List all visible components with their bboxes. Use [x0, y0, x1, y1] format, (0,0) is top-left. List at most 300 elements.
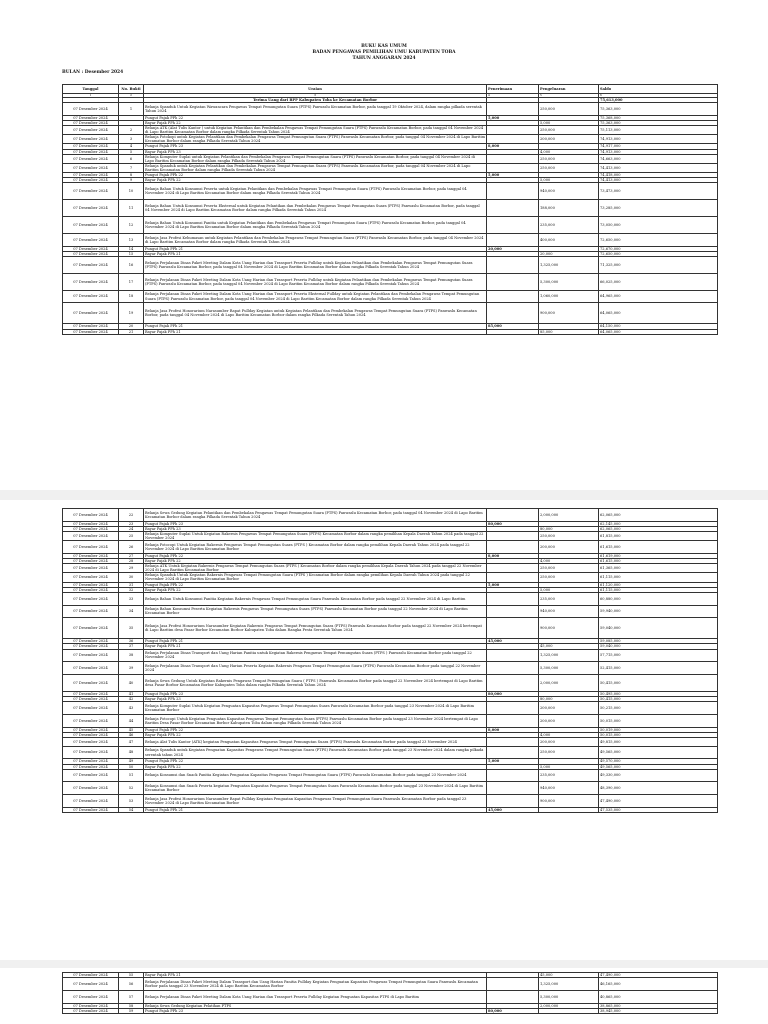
- row-receipt-no: 49: [119, 759, 144, 764]
- row-description: Belanja Alat Tulis Kantor (ATK) kegiatan Penguatan Kapasitas Pengawas Tempat Pemungutan Suara (PTPS) Panwaslu Kecamatan Borbor pada tanggal 23 November 2024: [144, 737, 487, 746]
- row-saldo: 74,913,000: [599, 149, 718, 154]
- row-receipt-no: 58: [119, 1003, 144, 1008]
- row-receipt-no: 41: [119, 691, 144, 696]
- ledger-body-page-1: [63, 103, 718, 335]
- row-pengeluaran: 250,000: [539, 126, 599, 135]
- row-description: Belanja Jasa Profesi Honorarium Narasumber Kegiatan Rakernis Pengawas Tempat Pemungutan Suara (PTPS) Panwaslu Kecamatan Borbor pada tanggal 22 November 2024 bertempat di Lapo Baritim desa Pasar Borbor Kecamatan Borbor Kabupaten Toba dalam Rangka Pesta Serentak Tahun 2024: [144, 618, 487, 639]
- ledger-row: [63, 200, 718, 217]
- row-receipt-no: 7: [119, 163, 144, 172]
- row-pengeluaran: 2,000,000: [539, 509, 599, 522]
- row-pengeluaran: 4,000: [539, 732, 599, 737]
- row-receipt-no: 27: [119, 553, 144, 558]
- row-description: Belanja Konsumsi dan Snack Panitia Kegiatan Penguatan Kapasitas Pengawas Tempat Pemungutan Suara (PTPS) Panwaslu Kecamatan Borbor pada tanggal 23 November 2024: [144, 769, 487, 782]
- row-penerimaan: 5,000: [487, 582, 539, 587]
- row-date: 07 Desember 2024: [63, 200, 119, 217]
- row-pengeluaran: 2,000,000: [539, 675, 599, 692]
- ledger-row: [63, 978, 718, 991]
- row-date: 07 Desember 2024: [63, 173, 119, 178]
- ledger-row: [63, 573, 718, 582]
- col-number: 5: [539, 94, 599, 98]
- row-saldo: 52,415,000: [599, 662, 718, 675]
- row-description: Bayar Pajak PPh 21: [144, 973, 487, 978]
- row-date: 07 Desember 2024: [63, 605, 119, 618]
- row-description: Belanja Jasa Profesi Honorarium Narasumber Rapat Fullday Kegiatan Penguatan Kapasitas Pengawas Tempat Pemungutan Suara Panwaslu Kecamatan Borbor pada tanggal 23 November 2024 di Lapo Baritim Kecamatan Borbor: [144, 795, 487, 808]
- col-header-uraian: Uraian: [144, 85, 487, 94]
- row-penerimaan: [487, 256, 539, 273]
- ledger-header-row: [63, 85, 718, 94]
- row-pengeluaran: 940,000: [539, 183, 599, 200]
- row-pengeluaran: 5,300,000: [539, 662, 599, 675]
- row-penerimaan: [487, 618, 539, 639]
- row-saldo: 49,565,000: [599, 746, 718, 759]
- row-description: Bayar Pajak PPh 22: [144, 587, 487, 592]
- row-date: 07 Desember 2024: [63, 808, 119, 813]
- row-saldo: 61,619,000: [599, 553, 718, 558]
- row-date: 07 Desember 2024: [63, 727, 119, 732]
- row-receipt-no: 52: [119, 782, 144, 795]
- row-penerimaan: [487, 978, 539, 991]
- ledger-row: [63, 737, 718, 746]
- row-date: 07 Desember 2024: [63, 273, 119, 290]
- row-date: 07 Desember 2024: [63, 303, 119, 324]
- row-penerimaan: [487, 531, 539, 540]
- row-date: 07 Desember 2024: [63, 553, 119, 558]
- row-saldo: 64,065,000: [599, 303, 718, 324]
- row-description: Pungut Pajak PPh 23: [144, 1008, 487, 1013]
- row-pengeluaran: 85,000: [539, 329, 599, 334]
- row-description: Belanja Perjalanan Dinas Paket Meeting Dalam Kota Uang Harian dan Transport Peserta Fullday untuk Kegiatan Pelantikan dan Pembekalan Pengawas Tempat Pemungutan Suara (PTPS) Panwaslu Kecamatan Borbor, pada tanggal 04 November 2024 di Lapo Baritim Kecamatan Borbor dalam rangka Pilkada Serentak Tahun 2024: [144, 256, 487, 273]
- row-date: 07 Desember 2024: [63, 737, 119, 746]
- row-date: 07 Desember 2024: [63, 795, 119, 808]
- row-receipt-no: 46: [119, 732, 144, 737]
- row-penerimaan: [487, 714, 539, 727]
- row-receipt-no: 18: [119, 290, 144, 303]
- row-penerimaan: [487, 216, 539, 233]
- row-saldo: 40,865,000: [599, 990, 718, 1003]
- row-receipt-no: 44: [119, 714, 144, 727]
- row-penerimaan: 45,000: [487, 808, 539, 813]
- row-description: Belanja Perjalanan Dinas Paket Meeting Dalam Kota Uang Harian dan Transport Peserta Fullday Kegiatan Penguatan Kapasitas PTPS di Lapo Baritim: [144, 990, 487, 1003]
- row-receipt-no: 1: [119, 103, 144, 116]
- row-penerimaan: [487, 573, 539, 582]
- row-description: Pungut Pajak PPh 21: [144, 639, 487, 644]
- row-saldo: 49,330,000: [599, 769, 718, 782]
- row-penerimaan: 20,000: [487, 246, 539, 251]
- col-header-pengeluaran: Pengeluaran: [539, 85, 599, 94]
- col-header-penerimaan: Penerimaan: [487, 85, 539, 94]
- ledger-row: [63, 618, 718, 639]
- row-receipt-no: 33: [119, 592, 144, 605]
- row-saldo: 59,040,000: [599, 618, 718, 639]
- row-date: 07 Desember 2024: [63, 764, 119, 769]
- ledger-row: [63, 183, 718, 200]
- row-pengeluaran: 400,000: [539, 233, 599, 246]
- row-saldo: 49,570,000: [599, 759, 718, 764]
- row-date: 07 Desember 2024: [63, 251, 119, 256]
- row-date: 07 Desember 2024: [63, 769, 119, 782]
- row-pengeluaran: 1,325,000: [539, 978, 599, 991]
- ledger-row: [63, 782, 718, 795]
- row-date: 07 Desember 2024: [63, 564, 119, 573]
- row-saldo: 60,880,000: [599, 592, 718, 605]
- row-saldo: 59,040,000: [599, 644, 718, 649]
- row-saldo: 47,490,000: [599, 973, 718, 978]
- row-saldo: 64,965,000: [599, 290, 718, 303]
- row-penerimaan: [487, 103, 539, 116]
- row-penerimaan: [487, 662, 539, 675]
- row-description: Belanja Sewa Gedung Kegiatan Pelantikan dan Pembekalan Pengawas Tempat Pemungutan Suara (PTPS) Panwaslu Kecamatan Borbor, pada tanggal 04 November 2024 di Lapo Baritim Kecamatan Borbor dalam rangka Pilkada Serentak Tahun 2024: [144, 509, 487, 522]
- ledger-body-page-2: [63, 509, 718, 813]
- row-description: Belanja Fotocopi Untuk Kegiatan Penguatan Kapasitas Pengawas Tempat Pemungutan Suara (PTPS) Panwaslu Kecamatan Borbor pada tanggal 23 November 2024 bertempat di Lapo Baritim Desa Pasar Borbor Kecamatan Borbor Kabupaten Toba dalam rangka Pilkada Serentak Tahun 2024: [144, 714, 487, 727]
- row-date: 07 Desember 2024: [63, 559, 119, 564]
- row-penerimaan: [487, 795, 539, 808]
- row-pengeluaran: 5,000: [539, 120, 599, 125]
- row-date: 07 Desember 2024: [63, 233, 119, 246]
- row-pengeluaran: 235,000: [539, 216, 599, 233]
- row-saldo: 61,115,000: [599, 587, 718, 592]
- ledger-row: [63, 103, 718, 116]
- row-penerimaan: [487, 154, 539, 163]
- row-saldo: 72,650,000: [599, 233, 718, 246]
- row-pengeluaran: 45,000: [539, 973, 599, 978]
- row-description: Belanja Bahan Untuk Konsumsi Panitia untuk Kegiatan Pelantikan dan Pembekalan Pengawas Tempat Pemungutan Suara (PTPS) Panwaslu Kecamatan Borbor, pada tanggal 04 November 2024 di Lapo Baritim Kecamatan Borbor dalam rangka Pilkada Serentak Tahun 2024: [144, 216, 487, 233]
- col-number: 2: [119, 94, 144, 98]
- row-description: Belanja Bahan Untuk Konsumsi Panitia Kegiatan Rakernis Pengawas Tempat Pemungutan Suara Panwaslu Kecamatan Borbor pada tanggal 22 November 2024 di Lapo Baritim: [144, 592, 487, 605]
- ledger-row: [63, 135, 718, 144]
- row-description: Pungut Pajak PPh 21: [144, 808, 487, 813]
- row-penerimaan: [487, 290, 539, 303]
- row-date: 07 Desember 2024: [63, 759, 119, 764]
- row-description: Belanja ATK Untuk Kegiatan Rakernis Pengawas Tempat Pemungutan Suara (PTPS ) Kecamatan Borbor dalam rangka pemilihan Kepala Daerah Tahun 2024 pada tanggal 22 November 2024 di Lapo Baritim Kecamatan Borbor: [144, 564, 487, 573]
- row-date: 07 Desember 2024: [63, 644, 119, 649]
- row-description: Pungut Pajak PPh 22: [144, 582, 487, 587]
- row-receipt-no: 53: [119, 795, 144, 808]
- doc-month: BULAN : Desember 2024: [62, 70, 124, 75]
- row-pengeluaran: 4,000: [539, 559, 599, 564]
- row-saldo: 66,025,000: [599, 273, 718, 290]
- row-date: 07 Desember 2024: [63, 103, 119, 116]
- row-pengeluaran: 4,000: [539, 149, 599, 154]
- ledger-row: [63, 273, 718, 290]
- row-description: Belanja Spanduk untuk Kegiatan Pelantikan dan Pembekalan Pengawas Tempat Pemungutan Suara (PTPS) Panwaslu Kecamatan Borbor, pada tanggal 04 November 2024 di Lapo Baritim Kecamatan Borbor dalam rangka Pilkada Serentak Tahun 2024: [144, 163, 487, 172]
- row-penerimaan: [487, 135, 539, 144]
- row-penerimaan: 45,000: [487, 639, 539, 644]
- row-description: Belanja Sewa Gedung Kegiatan Pelatihan PTPS: [144, 1003, 487, 1008]
- row-description: Belanja Jasa Profesi Honorarium Narasumber Rapat Fullday Kegiatan untuk Kegiatan Pelantikan dan Pembekalan Pengawas Tempat Pemungutan Suara (PTPS) Panwaslu Kecamatan Borbor, pada tanggal 04 November 2024 di Lapo Baritim Kecamatan Borbor dalam rangka Pilkada Serentak Tahun 2024: [144, 303, 487, 324]
- ledger-row: [63, 675, 718, 692]
- ledger-row: [63, 714, 718, 727]
- col-number: 4: [487, 94, 539, 98]
- ledger-row: [63, 256, 718, 273]
- row-receipt-no: 48: [119, 746, 144, 759]
- row-description: Belanja Perjalanan Dinas Paket Meeting Dalam Kota Uang Harian dan Transport Peserta Eksternal Fullday untuk Kegiatan Pelantikan dan Pembekalan Pengawas Tempat Pemungutan Suara (PTPS) Panwaslu Kecamatan Borbor, pada tanggal 04 November 2024 di Lapo Baritim Kecamatan Borbor dalam rangka Pilkada Serentak Tahun 2024: [144, 290, 487, 303]
- row-saldo: 75,363,000: [599, 120, 718, 125]
- row-description: Pungut Pajak PPh 21: [144, 246, 487, 251]
- row-date: 07 Desember 2024: [63, 1008, 119, 1013]
- row-receipt-no: 34: [119, 605, 144, 618]
- ledger-row: [63, 216, 718, 233]
- row-description: Belanja Fotocopi Untuk Kegiatan Rakernis Pengawas Tempat Pemungutan Suara (PTPS ) Kecamatan Borbor dalam rangka pemilihan Kepala Daerah Tahun 2024 pada tanggal 22 November 2024 di Lapo Baritim Kecamatan Borbor: [144, 541, 487, 554]
- row-receipt-no: 35: [119, 618, 144, 639]
- ledger-row: [63, 592, 718, 605]
- ledger-row: [63, 808, 718, 813]
- row-description: Bayar Pajak PPh 21: [144, 329, 487, 334]
- row-penerimaan: 8,000: [487, 727, 539, 732]
- row-date: 07 Desember 2024: [63, 154, 119, 163]
- row-date: 07 Desember 2024: [63, 126, 119, 135]
- ledger-row: [63, 126, 718, 135]
- row-penerimaan: [487, 782, 539, 795]
- row-date: 07 Desember 2024: [63, 509, 119, 522]
- ledger-body-page-3: [63, 973, 718, 1014]
- row-date: 07 Desember 2024: [63, 697, 119, 702]
- row-date: 07 Desember 2024: [63, 144, 119, 149]
- row-date: 07 Desember 2024: [63, 618, 119, 639]
- row-receipt-no: 23: [119, 521, 144, 526]
- row-saldo: 50,415,000: [599, 697, 718, 702]
- row-description: Pungut Pajak PPh 22: [144, 115, 487, 120]
- row-description: Belanja Komputer Suplai Untuk Kegiatan Rakernis Pengawas Tempat Pemungutan Suara (PTPS) Kecamatan Borbor dalam rangka pemilihan Kepala Daerah Tahun 2024 pada tanggal 22 November 2024: [144, 531, 487, 540]
- row-pengeluaran: 250,000: [539, 163, 599, 172]
- row-receipt-no: 5: [119, 149, 144, 154]
- row-pengeluaran: 250,000: [539, 531, 599, 540]
- row-penerimaan: [487, 605, 539, 618]
- row-pengeluaran: 5,000: [539, 587, 599, 592]
- row-receipt-no: 9: [119, 178, 144, 183]
- col-header-saldo: Saldo: [599, 85, 718, 94]
- row-receipt-no: 57: [119, 990, 144, 1003]
- ledger-row: [63, 541, 718, 554]
- row-saldo: 64,065,000: [599, 329, 718, 334]
- row-penerimaan: [487, 126, 539, 135]
- row-pengeluaran: 5,000: [539, 178, 599, 183]
- row-penerimaan: 80,000: [487, 1008, 539, 1013]
- row-pengeluaran: 250,000: [539, 573, 599, 582]
- row-date: 07 Desember 2024: [63, 691, 119, 696]
- row-date: 07 Desember 2024: [63, 702, 119, 715]
- row-description: Belanja Spanduk Untuk Kegiatan Wawancara Pengawas Tempat Pemungutan Suara (PTPS) Panwaslu Kecamatan Borbor, pada tanggal 19 Oktober 2024, dalam rangka pilkada serentak Tahun 2024: [144, 103, 487, 116]
- row-receipt-no: 55: [119, 973, 144, 978]
- ledger-row: [63, 290, 718, 303]
- row-receipt-no: 17: [119, 273, 144, 290]
- row-receipt-no: 10: [119, 183, 144, 200]
- row-description: Belanja Perjalanan Dinas Paket Meeting Dalam Transport dan Uang Harian Panitia Fullday Kegiatan Penguatan Kapasitas Pengawas Tempat Pemungutan Suara Panwaslu Kecamatan Borbor pada tanggal 23 November 2024 di Lapo Baritim Kecamatan Borbor: [144, 978, 487, 991]
- col-header-tanggal: Tanggal: [63, 85, 119, 94]
- row-pengeluaran: 250,000: [539, 154, 599, 163]
- row-pengeluaran: 1,325,000: [539, 256, 599, 273]
- document-page-1: [0, 0, 768, 490]
- row-date: 07 Desember 2024: [63, 163, 119, 172]
- ledger-row: [63, 662, 718, 675]
- opening-saldo: 75,613,000: [599, 98, 718, 103]
- row-penerimaan: [487, 509, 539, 522]
- row-saldo: 61,815,000: [599, 531, 718, 540]
- row-description: Pungut Pajak PPh 23: [144, 691, 487, 696]
- row-description: Bayar Pajak PPh 21: [144, 644, 487, 649]
- row-saldo: 74,413,000: [599, 163, 718, 172]
- row-saldo: 71,325,000: [599, 256, 718, 273]
- row-receipt-no: 42: [119, 697, 144, 702]
- row-receipt-no: 45: [119, 727, 144, 732]
- row-pengeluaran: 940,000: [539, 605, 599, 618]
- ledger-row: [63, 303, 718, 324]
- row-penerimaan: 85,000: [487, 324, 539, 329]
- row-pengeluaran: 80,000: [539, 697, 599, 702]
- col-header-no-bukti: No. Bukti: [119, 85, 144, 94]
- row-penerimaan: [487, 273, 539, 290]
- row-receipt-no: 39: [119, 662, 144, 675]
- row-date: 07 Desember 2024: [63, 662, 119, 675]
- row-pengeluaran: 1,325,000: [539, 649, 599, 662]
- row-penerimaan: 8,000: [487, 553, 539, 558]
- row-saldo: 46,165,000: [599, 978, 718, 991]
- row-saldo: 72,650,000: [599, 251, 718, 256]
- ledger-row: [63, 746, 718, 759]
- row-date: 07 Desember 2024: [63, 675, 119, 692]
- row-date: 07 Desember 2024: [63, 324, 119, 329]
- row-date: 07 Desember 2024: [63, 649, 119, 662]
- row-date: 07 Desember 2024: [63, 573, 119, 582]
- row-saldo: 49,815,000: [599, 737, 718, 746]
- row-pengeluaran: 940,000: [539, 782, 599, 795]
- row-description: Belanja Spanduk Untuk Kegiatan Rakernis Pengawas Tempat Pemungutan Suara (PTPS ) Kecamatan Borbor dalam rangka pemilihan Kepala Daerah Tahun 2024 pada tanggal 22 November 2024 di Lapo Baritim Kecamatan Borbor: [144, 573, 487, 582]
- ledger-table-page-3: [62, 972, 718, 1014]
- row-pengeluaran: 45,000: [539, 644, 599, 649]
- row-description: Pungut Pajak PPh 22: [144, 727, 487, 732]
- row-date: 07 Desember 2024: [63, 978, 119, 991]
- row-description: Pungut Pajak PPh 21: [144, 324, 487, 329]
- ledger-row: [63, 233, 718, 246]
- row-description: Belanja Sewa Gedung Untuk Kegiatan Rakernis Pengawas Tempat Pemungutan Suara ( PTPS ) Panwaslu Kecamatan Borbor pada tanggal 22 November 2024 bertempat di Lapo Baritim desa Pasar Borbor Kecamatan Borbor Kabupaten Toba dalam rangka Pilkada Serentak Tahun 2024: [144, 675, 487, 692]
- row-description: Belanja Komputer Suplai untuk Kegiatan Pelantikan dan Pembekalan Pengawas Tempat Pemungutan Suara (PTPS) Panwaslu Kecamatan Borbor, pada tanggal 04 November 2024 di Lapo Baritim Kecamatan Borbor dalam rangka Pilkada Serentak Tahun 2024: [144, 154, 487, 163]
- row-penerimaan: 80,000: [487, 521, 539, 526]
- row-date: 07 Desember 2024: [63, 120, 119, 125]
- row-penerimaan: [487, 200, 539, 217]
- row-saldo: 61,365,000: [599, 564, 718, 573]
- row-penerimaan: 5,000: [487, 173, 539, 178]
- doc-fiscal-year: TAHUN ANGGARAN 2024: [352, 56, 416, 61]
- row-date: 07 Desember 2024: [63, 990, 119, 1003]
- row-description: Belanja Perjalanan Dinas Transport dan Uang Harian Panitia untuk Kegiatan Rakernis Pengawas Tempat Pemungutan Suara (PTPS ) Panwaslu Kecamatan Borbor pada tanggal 22 November 2024: [144, 649, 487, 662]
- row-pengeluaran: 250,000: [539, 564, 599, 573]
- ledger-table-page-1: [62, 84, 718, 335]
- row-saldo: 73,050,000: [599, 216, 718, 233]
- row-description: Belanja Jasa Profesi Kehumasan untuk Kegiatan Pelantikan dan Pembekalan Pengawas Tempat Pemungutan Suara (PTPS) Panwaslu Kecamatan Borbor, pada tanggal 04 November 2024 di Lapo Baritim Kecamatan Borbor dalam rangka Pilkada Serentak Tahun 2024: [144, 233, 487, 246]
- row-date: 07 Desember 2024: [63, 639, 119, 644]
- row-penerimaan: [487, 564, 539, 573]
- row-description: Belanja Spanduk untuk Kegiatan Penguatan Kapasitas Pengawas Tempat Pemungutan Suara (PTPS) Panwaslu Kecamatan Borbor pada tanggal 23 November 2024 dalam rangka pilkada serentak tahun 2024: [144, 746, 487, 759]
- row-penerimaan: [487, 675, 539, 692]
- row-saldo: 61,615,000: [599, 559, 718, 564]
- ledger-row: [63, 605, 718, 618]
- row-receipt-no: 6: [119, 154, 144, 163]
- col-number: 6: [599, 94, 718, 98]
- row-saldo: 59,085,000: [599, 639, 718, 644]
- row-date: 07 Desember 2024: [63, 531, 119, 540]
- row-pengeluaran: [539, 808, 599, 813]
- row-pengeluaran: 900,000: [539, 303, 599, 324]
- ledger-row: [63, 509, 718, 522]
- row-description: Bayar Pajak PPh 23: [144, 526, 487, 531]
- row-saldo: 50,015,000: [599, 732, 718, 737]
- row-receipt-no: 28: [119, 559, 144, 564]
- row-date: 07 Desember 2024: [63, 246, 119, 251]
- row-saldo: 47,535,000: [599, 808, 718, 813]
- row-receipt-no: 22: [119, 509, 144, 522]
- row-saldo: 50,015,000: [599, 714, 718, 727]
- row-date: 07 Desember 2024: [63, 115, 119, 120]
- row-saldo: 75,368,000: [599, 115, 718, 120]
- doc-institution: BADAN PENGAWAS PEMILIHAN UMU KABUPATEN TOBA: [312, 50, 456, 55]
- row-date: 07 Desember 2024: [63, 714, 119, 727]
- row-date: 07 Desember 2024: [63, 149, 119, 154]
- row-description: Belanja Perjalanan Dinas Transport dan Uang Harian Peserta Kegiatan Rakernis Pengawas Tempat Pemungutan Suara (PTPS) Panwaslu Kecamatan Borbor pada tanggal 22 November 2024: [144, 662, 487, 675]
- row-saldo: 50,415,000: [599, 675, 718, 692]
- row-pengeluaran: 200,000: [539, 135, 599, 144]
- row-saldo: 74,418,000: [599, 173, 718, 178]
- ledger-row: [63, 769, 718, 782]
- ledger-row: [63, 329, 718, 334]
- row-pengeluaran: 900,000: [539, 795, 599, 808]
- row-receipt-no: 8: [119, 173, 144, 178]
- ledger-row: [63, 795, 718, 808]
- ledger-row: [63, 1008, 718, 1013]
- row-penerimaan: 8,000: [487, 144, 539, 149]
- row-penerimaan: [487, 737, 539, 746]
- row-receipt-no: 32: [119, 587, 144, 592]
- ledger-row: [63, 154, 718, 163]
- ledger-row: [63, 649, 718, 662]
- document-page-3: [0, 968, 768, 1024]
- ledger-row: [63, 531, 718, 540]
- row-receipt-no: 19: [119, 303, 144, 324]
- row-description: Belanja Komputer Suplai Untuk Kegiatan Penguatan Kapasitas Pengawas Tempat Pemungutan Suara Panwaslu Kecamatan Borbor pada tanggal 23 November 2024 di Lapo Baritim Kecamatan Borbor: [144, 702, 487, 715]
- row-description: Bayar Pajak PPh 22: [144, 764, 487, 769]
- row-receipt-no: 43: [119, 702, 144, 715]
- row-date: 07 Desember 2024: [63, 526, 119, 531]
- row-date: 07 Desember 2024: [63, 216, 119, 233]
- row-penerimaan: [487, 649, 539, 662]
- row-saldo: 47,490,000: [599, 795, 718, 808]
- row-description: Belanja Bahan Untuk Konsumsi Peserta untuk Kegiatan Pelantikan dan Pembekalan Pengawas Tempat Pemungutan Suara (PTPS) Panwaslu Kecamatan Borbor, pada tanggal 04 November 2024 di Lapo Baritim Kecamatan Borbor dalam rangka Pilkada Serentak Tahun 2024: [144, 183, 487, 200]
- row-saldo: 57,715,000: [599, 649, 718, 662]
- row-pengeluaran: 250,000: [539, 746, 599, 759]
- row-penerimaan: [487, 769, 539, 782]
- row-penerimaan: [487, 183, 539, 200]
- row-saldo: 59,940,000: [599, 605, 718, 618]
- row-description: Belanja ATK (Alat Tulis Kantor ) untuk Kegiatan Pelantikan dan Pembekalan Pengawas Tempat Pemungutan Suara (PTPS) Panwaslu Kecamatan Borbor, pada tanggal 04 November 2024 di Lapo Baritim Kecamatan Borbor dalam rangka Pilkada Serentak Tahun 2024: [144, 126, 487, 135]
- row-penerimaan: [487, 329, 539, 334]
- row-saldo: 38,865,000: [599, 1003, 718, 1008]
- row-saldo: 62,065,000: [599, 509, 718, 522]
- row-pengeluaran: 5,300,000: [539, 990, 599, 1003]
- row-saldo: 50,019,000: [599, 727, 718, 732]
- row-penerimaan: [487, 163, 539, 172]
- row-description: Bayar Pajak PPh 23: [144, 697, 487, 702]
- row-pengeluaran: 188,000: [539, 200, 599, 217]
- row-pengeluaran: 200,000: [539, 737, 599, 746]
- row-date: 07 Desember 2024: [63, 1003, 119, 1008]
- row-receipt-no: 59: [119, 1008, 144, 1013]
- ledger-row: [63, 163, 718, 172]
- row-date: 07 Desember 2024: [63, 732, 119, 737]
- row-pengeluaran: 1,060,000: [539, 290, 599, 303]
- row-saldo: 74,413,000: [599, 178, 718, 183]
- row-pengeluaran: 250,000: [539, 103, 599, 116]
- row-description: Belanja Bahan Konsumsi Peserta Kegiatan Rakernis Pengawas Tempat Pemungutan Suara (PTPS) Panwaslu Kecamatan Borbor pada tanggal 22 November 2024 di Lapo Baritim Kecamatan Borbor: [144, 605, 487, 618]
- row-date: 07 Desember 2024: [63, 746, 119, 759]
- row-saldo: 62,145,000: [599, 521, 718, 526]
